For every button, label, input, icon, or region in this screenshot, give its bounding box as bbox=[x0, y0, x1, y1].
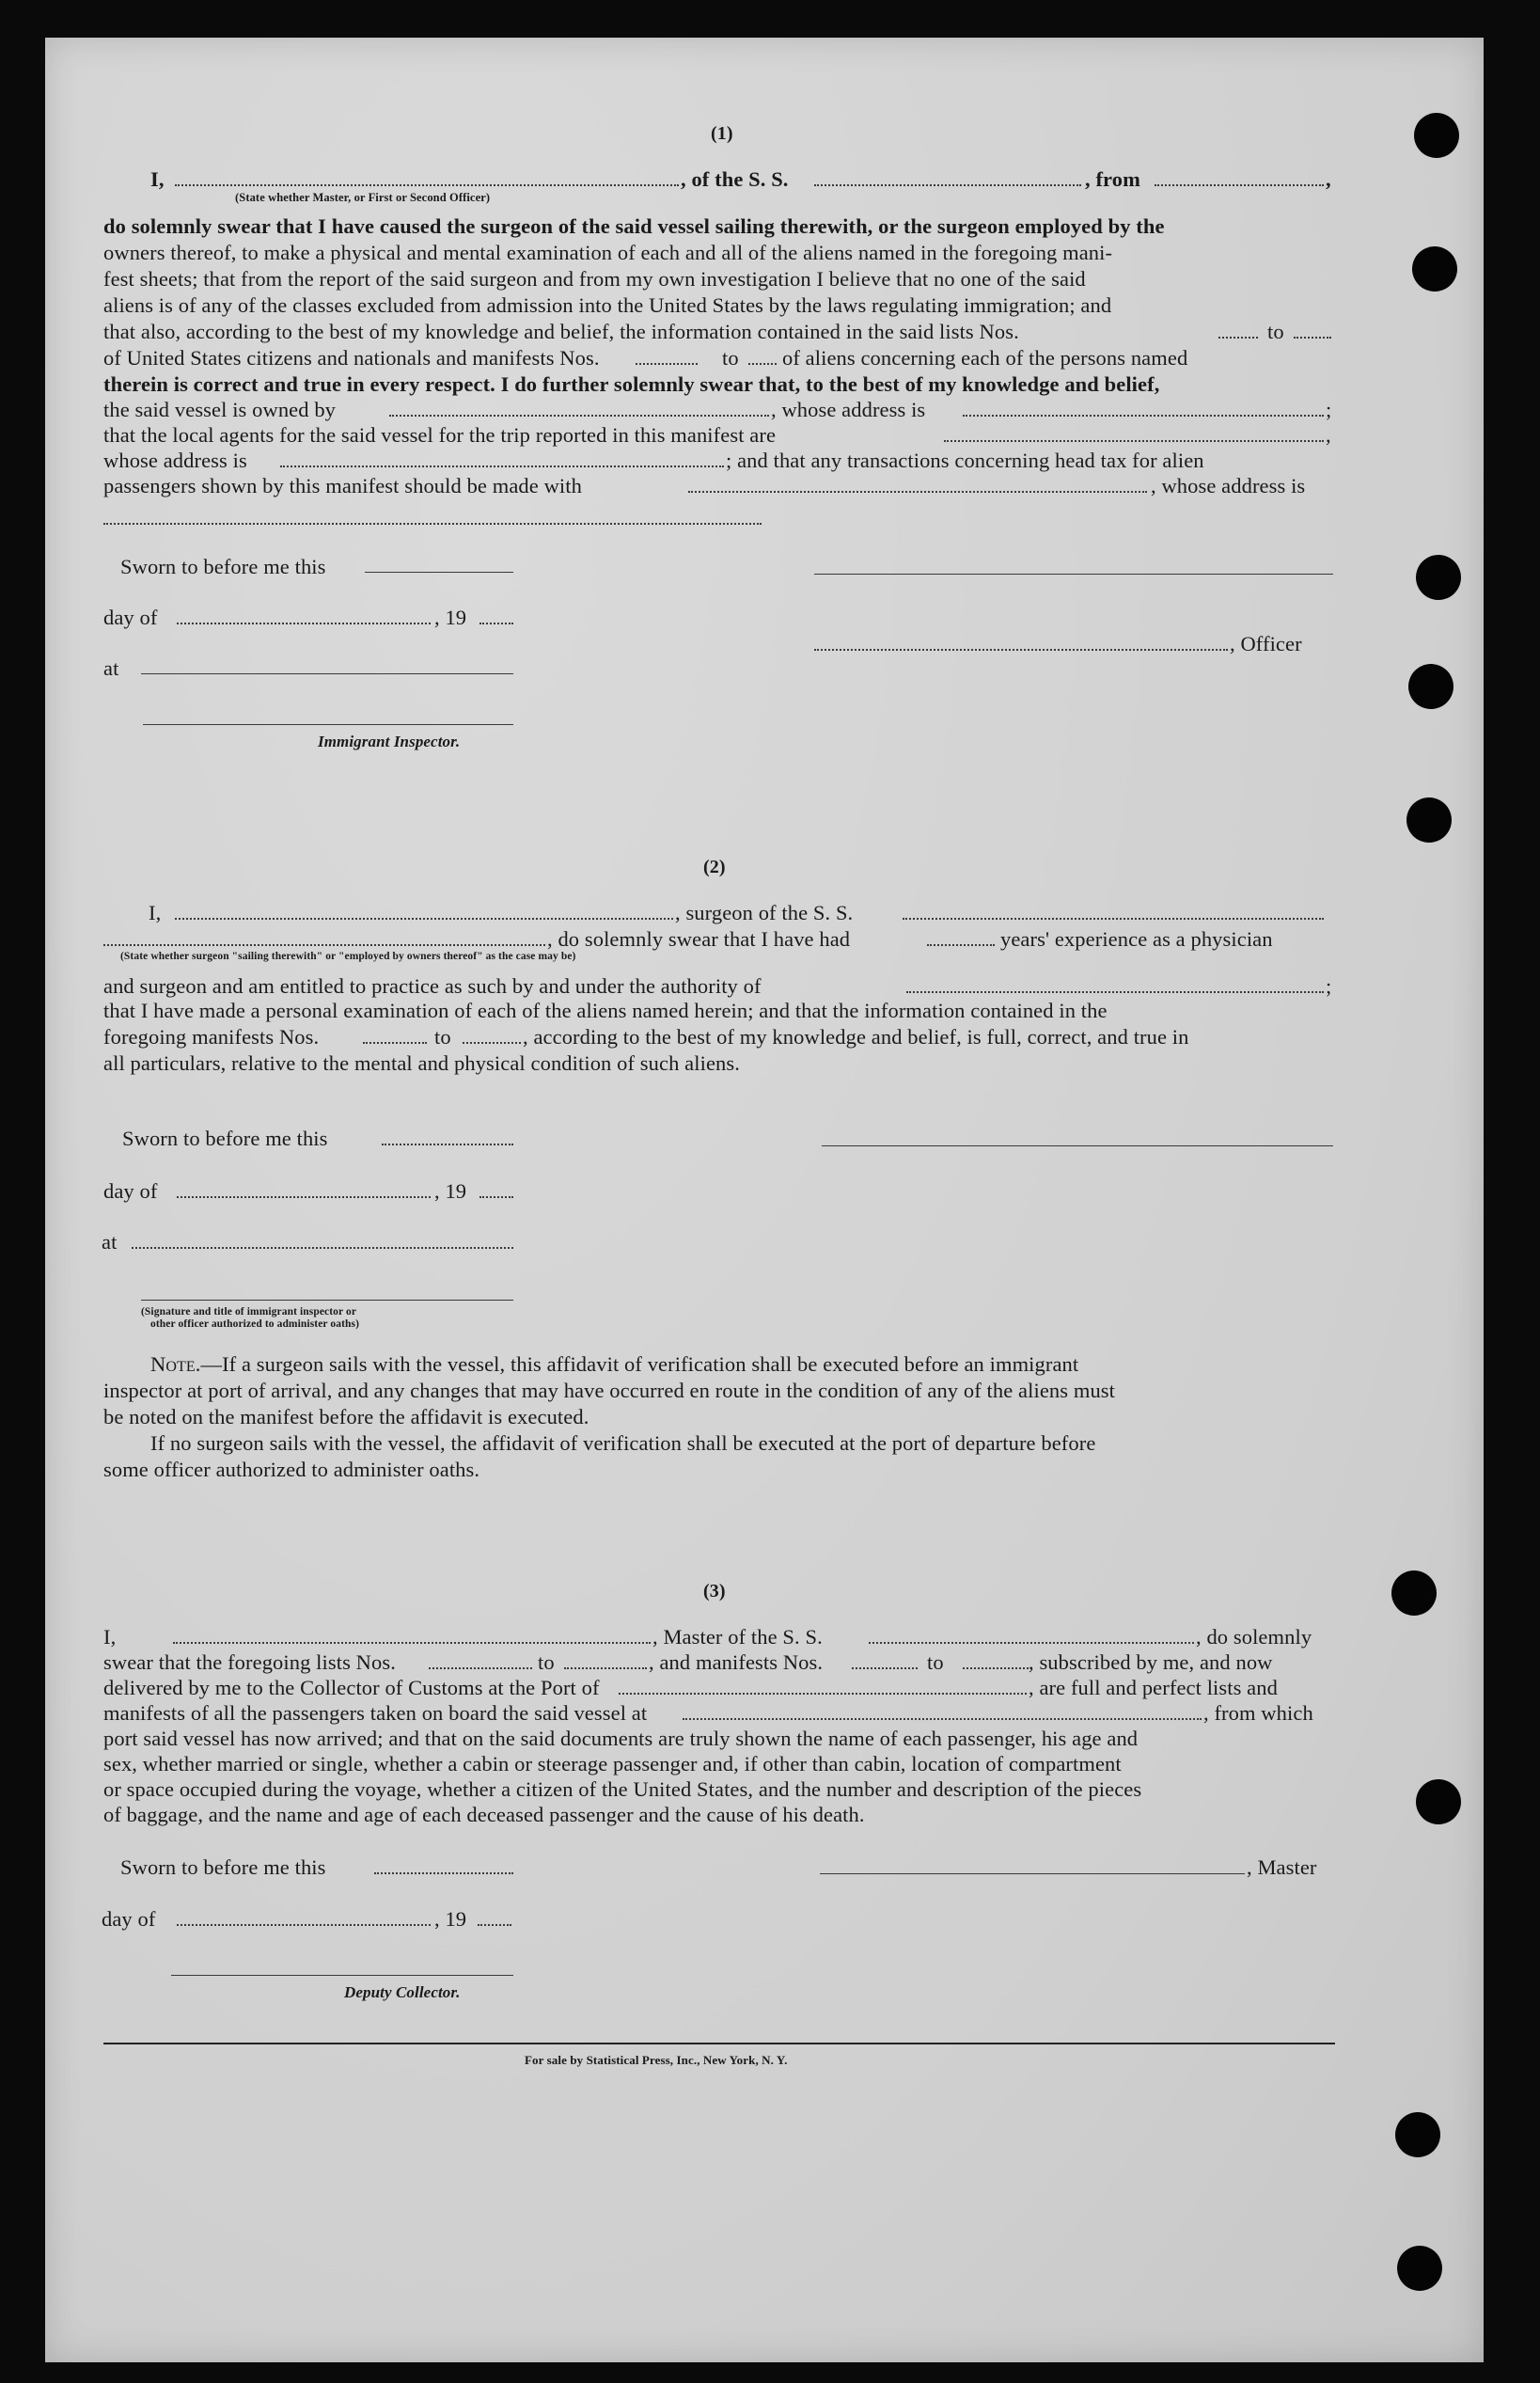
note-text: —If a surgeon sails with the vessel, this affidavit of verification shall be executed before an immigrant bbox=[200, 1352, 1079, 1376]
year-field[interactable] bbox=[479, 623, 513, 624]
s1-para-line: fest sheets; that from the report of the said surgeon and from my own investigation I believe that no one of the said bbox=[103, 267, 1086, 291]
section2-number: (2) bbox=[703, 857, 726, 877]
s2-swear-label: , do solemnly swear that I have had bbox=[547, 927, 851, 951]
s2-sworn-label: Sworn to before me this bbox=[122, 1127, 328, 1150]
authority-field[interactable] bbox=[906, 991, 1324, 993]
deputy-collector-signature-field[interactable] bbox=[171, 1975, 513, 1976]
s2-surgeon-of-label: , surgeon of the S. S. bbox=[675, 901, 854, 924]
lists-to-field[interactable] bbox=[1294, 337, 1331, 339]
s1-agents-address-label: whose address is bbox=[103, 449, 247, 472]
binder-hole bbox=[1406, 797, 1452, 843]
lists-from-field[interactable] bbox=[1218, 337, 1258, 339]
footer-imprint: For sale by Statistical Press, Inc., New York, N. Y. bbox=[525, 2053, 788, 2067]
binder-hole bbox=[1414, 113, 1459, 158]
s2-at-label: at bbox=[102, 1230, 118, 1254]
s1-para-line: do solemnly swear that I have caused the surgeon of the said vessel sailing therewith, or the surgeon employed by the bbox=[103, 214, 1165, 238]
s3-year-field[interactable] bbox=[478, 1924, 511, 1926]
s3-i-label: I, bbox=[103, 1625, 117, 1649]
s3-vessel-at-label: manifests of all the passengers taken on board the said vessel at bbox=[103, 1701, 648, 1725]
surgeon-vessel-field[interactable] bbox=[903, 918, 1324, 920]
surgeon-name-field[interactable] bbox=[175, 918, 673, 920]
s2-day-of-label: day of bbox=[103, 1179, 158, 1203]
s2-at-place-field[interactable] bbox=[132, 1247, 513, 1249]
binder-hole bbox=[1416, 1779, 1461, 1824]
manifests-to-field[interactable] bbox=[748, 363, 777, 365]
s2-year-label: , 19 bbox=[434, 1179, 467, 1203]
s2-i-label: I, bbox=[149, 901, 162, 924]
s3-to-label: to bbox=[538, 1650, 555, 1674]
s1-to-label: to bbox=[1267, 320, 1284, 343]
manifests-from-field[interactable] bbox=[636, 363, 698, 365]
s3-day-of-label: day of bbox=[102, 1907, 156, 1931]
s1-head-tax-label: passengers shown by this manifest should be made with bbox=[103, 474, 582, 497]
binder-hole bbox=[1395, 2112, 1440, 2157]
s2-para-line: , according to the best of my knowledge and belief, is full, correct, and true in bbox=[523, 1025, 1189, 1049]
s2-manifests-label: foregoing manifests Nos. bbox=[103, 1025, 320, 1049]
s1-comma: , bbox=[1326, 423, 1331, 447]
s1-i-label: I, bbox=[150, 167, 165, 191]
from-port-field[interactable] bbox=[1155, 184, 1324, 186]
s3-port-label: delivered by me to the Collector of Customs at the Port of bbox=[103, 1676, 600, 1699]
agents-address-field[interactable] bbox=[280, 466, 724, 467]
s1-para-line: owners thereof, to make a physical and mental examination of each and all of the aliens named in the foregoing mani- bbox=[103, 241, 1113, 264]
s2-sig-hint: other officer authorized to administer oaths) bbox=[150, 1318, 360, 1330]
s3-subscribed-label: , subscribed by me, and now bbox=[1029, 1650, 1273, 1674]
s1-from-label: , from bbox=[1085, 167, 1140, 191]
s1-address-label: , whose address is bbox=[1151, 474, 1306, 497]
s3-master-label: , Master of the S. S. bbox=[652, 1625, 823, 1649]
s1-address-label: , whose address is bbox=[771, 398, 926, 421]
binder-hole bbox=[1416, 555, 1461, 600]
s2-para-line: that I have made a personal examination of each of the aliens named herein; and that the information contained in the bbox=[103, 999, 1108, 1022]
s3-port-field[interactable] bbox=[619, 1693, 1027, 1695]
binder-hole bbox=[1408, 664, 1454, 709]
s3-para-line: or space occupied during the voyage, whether a citizen of the United States, and the number and description of the pieces bbox=[103, 1777, 1142, 1801]
s1-para-line: of aliens concerning each of the persons named bbox=[782, 346, 1188, 370]
binder-hole bbox=[1412, 246, 1457, 292]
s2-day-of-field[interactable] bbox=[177, 1196, 431, 1198]
s1-head-tax-line: ; and that any transactions concerning head tax for alien bbox=[726, 449, 1204, 472]
head-tax-party-field[interactable] bbox=[688, 491, 1147, 493]
s2-sig-hint: (Signature and title of immigrant inspector or bbox=[141, 1306, 357, 1318]
footer-rule bbox=[103, 2043, 1335, 2044]
s3-manifests-label: , and manifests Nos. bbox=[649, 1650, 824, 1674]
s3-lists-label: swear that the foregoing lists Nos. bbox=[103, 1650, 396, 1674]
note-line bbox=[150, 1354, 1078, 1376]
s2-sworn-date-field[interactable] bbox=[382, 1144, 513, 1145]
s3-to-label: to bbox=[927, 1650, 944, 1674]
s1-para-line: of United States citizens and nationals and manifests Nos. bbox=[103, 346, 600, 370]
sworn-date-field[interactable] bbox=[365, 572, 513, 573]
s3-embark-port-field[interactable] bbox=[683, 1718, 1202, 1720]
s1-owner-label: the said vessel is owned by bbox=[103, 398, 337, 421]
s3-deputy-label: Deputy Collector. bbox=[344, 1983, 461, 2001]
s1-of-ss-label: , of the S. S. bbox=[681, 167, 789, 191]
s3-sworn-label: Sworn to before me this bbox=[120, 1855, 326, 1879]
at-place-field[interactable] bbox=[141, 673, 513, 674]
section1-number: (1) bbox=[711, 123, 733, 144]
s1-para-line: aliens is of any of the classes excluded from admission into the United States by the laws regulating immigration; and bbox=[103, 293, 1112, 317]
s3-vessel-field[interactable] bbox=[869, 1642, 1194, 1644]
vessel-name-field[interactable] bbox=[814, 184, 1081, 186]
s1-para-line: therein is correct and true in every respect. I do further solemnly swear that, to the best of my knowledge and belief, bbox=[103, 372, 1160, 396]
s1-sworn-label: Sworn to before me this bbox=[120, 555, 326, 578]
s3-swear-label: , do solemnly bbox=[1196, 1625, 1312, 1649]
surgeon-status-field[interactable] bbox=[103, 944, 545, 946]
s3-lists-from-field[interactable] bbox=[429, 1667, 532, 1669]
s3-master-name-field[interactable] bbox=[173, 1642, 651, 1644]
s1-semicolon: ; bbox=[1326, 398, 1332, 421]
s2-manifests-from-field[interactable] bbox=[363, 1042, 427, 1044]
s3-day-of-field[interactable] bbox=[177, 1924, 431, 1926]
s2-inspector-signature-field[interactable] bbox=[141, 1300, 513, 1301]
binder-hole bbox=[1397, 2246, 1442, 2291]
s2-physician-label: years' experience as a physician bbox=[1000, 927, 1273, 951]
binder-hole bbox=[1391, 1570, 1437, 1616]
s1-year-label: , 19 bbox=[434, 606, 467, 629]
s3-from-which-label: , from which bbox=[1203, 1701, 1313, 1725]
s2-year-field[interactable] bbox=[479, 1196, 513, 1198]
s2-manifests-to-field[interactable] bbox=[463, 1042, 521, 1044]
owner-address-field[interactable] bbox=[963, 415, 1324, 417]
note-line: If no surgeon sails with the vessel, the affidavit of verification shall be executed at the port of departure before bbox=[150, 1431, 1096, 1455]
officer-signature-field[interactable] bbox=[814, 574, 1333, 575]
s2-authority-label: and surgeon and am entitled to practice as such by and under the authority of bbox=[103, 974, 762, 998]
agents-field[interactable] bbox=[944, 440, 1324, 442]
s3-para-line: , are full and perfect lists and bbox=[1029, 1676, 1278, 1699]
s3-master-signature-field[interactable] bbox=[820, 1873, 1245, 1874]
s1-at-label: at bbox=[103, 656, 119, 680]
s3-manifests-from-field[interactable] bbox=[852, 1667, 918, 1669]
s1-inspector-label: Immigrant Inspector. bbox=[318, 733, 461, 750]
s1-to-label: to bbox=[722, 346, 739, 370]
s2-para-line: all particulars, relative to the mental and physical condition of such aliens. bbox=[103, 1051, 740, 1075]
s1-day-of-label: day of bbox=[103, 606, 158, 629]
s3-master-sig-label: , Master bbox=[1247, 1855, 1317, 1879]
inspector-signature-field[interactable] bbox=[143, 724, 513, 725]
s3-para-line: sex, whether married or single, whether a cabin or steerage passenger and, if other than cabin, location of compartment bbox=[103, 1752, 1122, 1775]
s1-agents-label: that the local agents for the said vessel for the trip reported in this manifest are bbox=[103, 423, 777, 447]
s1-field-hint: (State whether Master, or First or Second Officer) bbox=[235, 191, 491, 204]
s2-field-hint: (State whether surgeon "sailing therewith" or "employed by owners thereof" as the case may be) bbox=[120, 951, 576, 962]
s1-officer-label: , Officer bbox=[1230, 632, 1302, 655]
owner-field[interactable] bbox=[389, 415, 769, 417]
s3-para-line: port said vessel has now arrived; and that on the said documents are truly shown the name of each passenger, his age and bbox=[103, 1727, 1139, 1750]
day-of-field[interactable] bbox=[177, 623, 431, 624]
s3-sworn-date-field[interactable] bbox=[374, 1872, 513, 1874]
surgeon-signature-field[interactable] bbox=[822, 1145, 1333, 1146]
years-experience-field[interactable] bbox=[927, 944, 995, 946]
s2-to-label: to bbox=[434, 1025, 451, 1049]
note-label: Note. bbox=[150, 1352, 201, 1376]
s3-para-line: of baggage, and the name and age of each deceased passenger and the cause of his death. bbox=[103, 1803, 865, 1826]
s3-manifests-to-field[interactable] bbox=[963, 1667, 1029, 1669]
officer-title-field[interactable] bbox=[814, 649, 1228, 651]
note-line: inspector at port of arrival, and any changes that may have occurred en route in the condition of any of the aliens must bbox=[103, 1379, 1116, 1402]
s1-para-line: that also, according to the best of my knowledge and belief, the information contained in the said lists Nos. bbox=[103, 320, 1019, 343]
head-tax-address-field[interactable] bbox=[103, 523, 762, 525]
s2-semicolon: ; bbox=[1326, 974, 1332, 998]
s1-comma: , bbox=[1326, 167, 1331, 191]
section3-number: (3) bbox=[703, 1581, 726, 1602]
s3-lists-to-field[interactable] bbox=[564, 1667, 647, 1669]
note-line: some officer authorized to administer oaths. bbox=[103, 1458, 480, 1481]
master-name-field[interactable] bbox=[175, 184, 679, 186]
note-line: be noted on the manifest before the affidavit is executed. bbox=[103, 1405, 589, 1428]
s3-year-label: , 19 bbox=[434, 1907, 467, 1931]
